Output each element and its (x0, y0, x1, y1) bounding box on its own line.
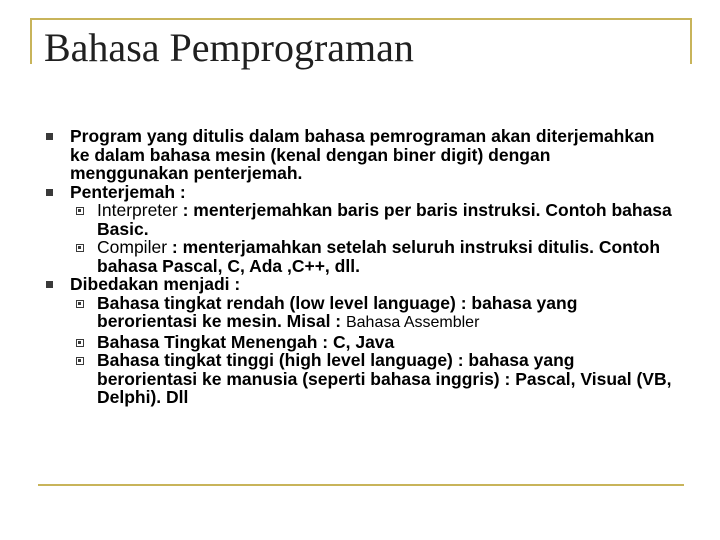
frame-bottom-border (38, 484, 684, 486)
sub-bullet-prefix: Interpreter (97, 200, 178, 220)
sub-bullet-suffix: Bahasa Assembler (345, 314, 480, 331)
square-bullet-icon (46, 133, 53, 140)
frame-left-border (30, 18, 32, 64)
sub-bullet-text: Bahasa tingkat rendah (low level language) : bahasa yang berorientasi ke mesin. Misal : (97, 292, 578, 331)
bullet-item-dibedakan (0, 275, 670, 294)
bullet-item-penterjemah (0, 183, 670, 202)
hollow-square-bullet-icon (76, 339, 84, 347)
sub-bullet-text: : menterjamahkan setelah seluruh instruksi ditulis. Contoh bahasa Pascal, C, Ada ,C++, dll. (97, 237, 661, 276)
sub-bullet-interpreter (0, 201, 677, 238)
square-bullet-icon (46, 281, 53, 288)
sub-bullet-tingkat-tinggi (0, 351, 677, 407)
sub-bullet-text: : menterjemahkan baris per baris instruksi. Contoh bahasa Basic. (97, 200, 672, 239)
hollow-square-bullet-icon (76, 357, 84, 365)
sub-bullet-tingkat-menengah (0, 333, 677, 352)
bullet-text: Penterjemah : (70, 181, 186, 202)
hollow-square-bullet-icon (76, 207, 84, 215)
hollow-square-bullet-icon (76, 300, 84, 308)
hollow-square-bullet-icon (76, 244, 84, 252)
bullet-text: Program yang ditulis dalam bahasa pemrograman akan diterjemahkan ke dalam bahasa mesin (kenal dengan biner digit) dengan menggunakan penterjemah. (70, 126, 655, 183)
sub-bullet-compiler (0, 238, 677, 275)
bullet-item-program (0, 127, 670, 183)
slide-content (0, 127, 720, 407)
sub-bullet-text: Bahasa Tingkat Menengah : C, Java (97, 331, 395, 352)
bullet-text: Dibedakan menjadi : (70, 274, 241, 294)
frame-top-border (30, 18, 692, 20)
frame-right-border (690, 18, 692, 64)
sub-bullet-prefix: Compiler (97, 237, 168, 257)
slide-title: Bahasa Pemprograman (44, 25, 414, 70)
sub-bullet-text: Bahasa tingkat tinggi (high level language) : bahasa yang berorientasi ke manusia (seperti bahasa inggris) : Pascal, Visual (VB, Delphi). Dll (97, 350, 672, 407)
sub-bullet-tingkat-rendah (0, 294, 677, 333)
square-bullet-icon (46, 189, 53, 196)
